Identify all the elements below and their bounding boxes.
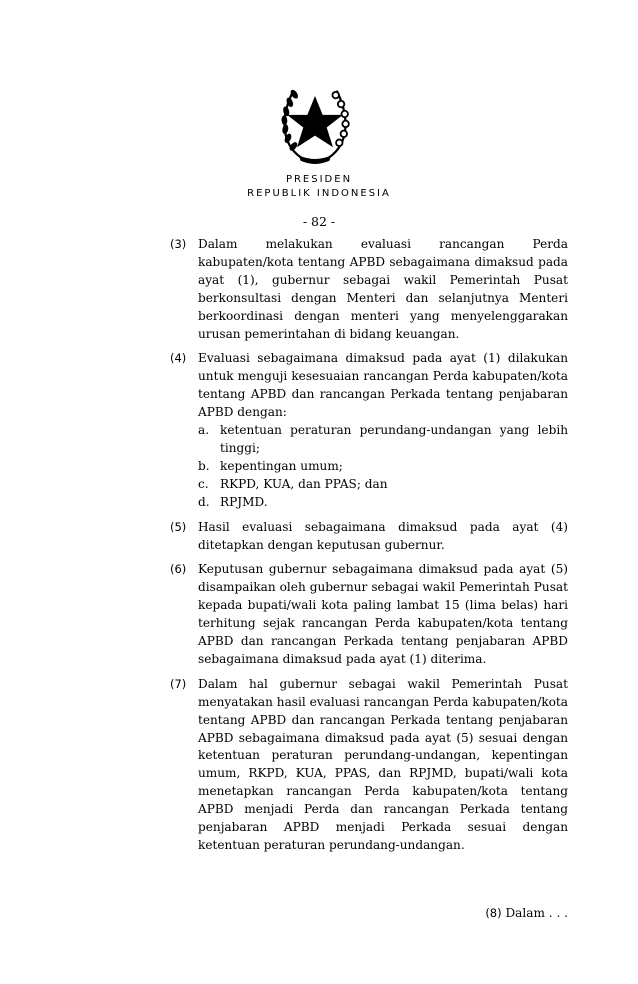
- paragraph-text: Keputusan gubernur sebagaimana dimaksud pada ayat (5) disampaikan oleh gubernur sebagai wakil Pemerintah Pusat kepada bupati/wali kota paling lambat 15 (lima belas) hari terhitung sejak rancangan Perda kabupaten/kota tentang APBD dan rancangan Perkada tentang penjabaran APBD sebagaimana dimaksud pada ayat (1) diterima.: [198, 562, 568, 666]
- list-letter: c.: [198, 476, 209, 491]
- list-item-b: [198, 458, 568, 476]
- page-number: - 82 -: [302, 214, 336, 229]
- footer-text: Dalam . . .: [505, 906, 568, 920]
- paragraph-6: [170, 561, 568, 668]
- list-text: RKPD, KUA, dan PPAS; dan: [220, 476, 388, 491]
- paragraph-text: Evaluasi sebagaimana dimaksud pada ayat (1) dilakukan untuk menguji kesesuaian rancangan Perda kabupaten/kota tentang APBD dan rancangan Perkada tentang penjabaran APBD dengan:: [198, 351, 568, 420]
- list-text: RPJMD.: [220, 494, 268, 509]
- header-subtitle: REPUBLIK INDONESIA: [247, 188, 391, 199]
- paragraph-number: (3): [170, 237, 187, 251]
- list-letter: b.: [198, 458, 210, 473]
- document-body: [170, 236, 568, 862]
- paragraph-text: Dalam hal gubernur sebagai wakil Pemerintah Pusat menyatakan hasil evaluasi rancangan Perda kabupaten/kota tentang APBD dan rancangan Perkada tentang penjabaran APBD sebagaimana dimaksud pada ayat (5) sesuai dengan ketentuan peraturan perundang-undangan, kepentingan umum, RKPD, KUA, PPAS, dan RPJMD, bupati/wali kota menetapkan rancangan Perda kabupaten/kota tentang APBD menjadi Perda dan rancangan Perkada tentang penjabaran APBD menjadi Perkada sesuai dengan ketentuan peraturan perundang-undangan.: [198, 676, 568, 852]
- list-text: kepentingan umum;: [220, 458, 343, 473]
- header-title: PRESIDEN: [285, 174, 353, 185]
- continuation-footer: [485, 906, 568, 920]
- list-item-d: [198, 494, 568, 512]
- paragraph-number: (4): [170, 351, 187, 366]
- paragraph-5: [170, 519, 568, 555]
- list-letter: d.: [198, 494, 210, 509]
- list-item-a: [198, 422, 568, 458]
- paragraph-number: (5): [170, 519, 187, 534]
- paragraph-number: (7): [170, 676, 187, 691]
- paragraph-3: [170, 236, 568, 343]
- paragraph-number: (6): [170, 562, 187, 577]
- footer-number: (8): [485, 906, 502, 920]
- paragraph-text: Dalam melakukan evaluasi rancangan Perda kabupaten/kota tentang APBD sebagaimana dimaksud pada ayat (1), gubernur sebagai wakil Pemerintah Pusat berkonsultasi dengan Menteri dan selanjutnya Menteri berkoordinasi dengan menteri yang menyelenggarakan urusan pemerintahan di bidang keuangan.: [198, 237, 568, 341]
- paragraph-7: [170, 676, 568, 855]
- list-text: ketentuan peraturan perundang-undangan yang lebih tinggi;: [220, 423, 568, 455]
- garuda-emblem-icon: [270, 78, 360, 168]
- list-item-c: [198, 476, 568, 494]
- list-letter: a.: [198, 423, 210, 438]
- paragraph-text: Hasil evaluasi sebagaimana dimaksud pada ayat (4) ditetapkan dengan keputusan gubernur.: [198, 519, 568, 552]
- paragraph-4: [170, 350, 568, 511]
